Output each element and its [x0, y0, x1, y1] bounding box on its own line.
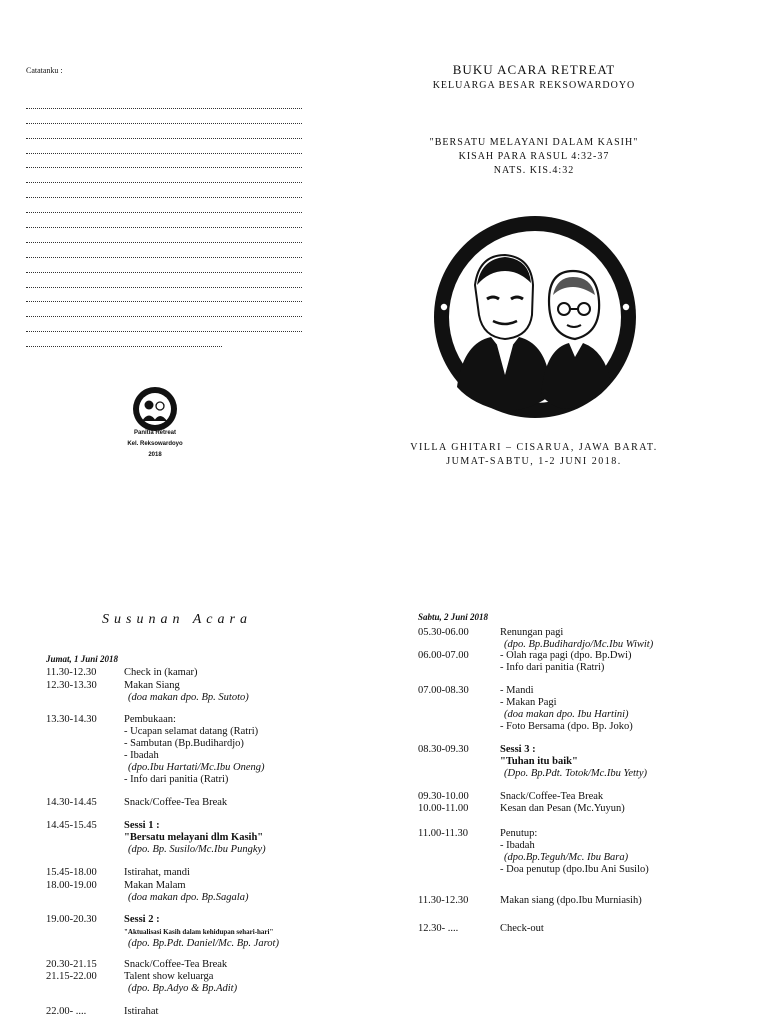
activity-line: Snack/Coffee-Tea Break [124, 959, 228, 970]
schedule-row [418, 923, 544, 935]
activity-line: Makan Siang [124, 680, 180, 691]
schedule-activity [124, 880, 248, 904]
notes-title: Catatanku : [26, 66, 63, 75]
schedule-activity [500, 803, 625, 815]
activity-line: Renungan pagi [500, 627, 564, 638]
activity-line: Sessi 1 : [124, 820, 160, 831]
schedule-row [46, 959, 227, 971]
activity-line: (dpo.Ibu Hartati/Mc.Ibu Oneng) [128, 762, 265, 773]
schedule-time: 06.00-07.00 [418, 650, 469, 661]
schedule-activity [500, 791, 603, 803]
schedule-activity [124, 797, 227, 809]
activity-line: (Dpo. Bp.Pdt. Totok/Mc.Ibu Yetty) [504, 768, 648, 779]
schedule-time: 14.45-15.45 [46, 820, 97, 831]
schedule-row [418, 803, 625, 815]
note-line [26, 288, 302, 303]
motto-block [384, 136, 684, 178]
note-line [26, 109, 302, 124]
schedule-time: 20.30-21.15 [46, 959, 97, 970]
schedule-time: 08.30-09.30 [418, 744, 469, 755]
activity-line: Snack/Coffee-Tea Break [500, 791, 604, 802]
schedule-activity [124, 971, 237, 995]
cover-subtitle: KELUARGA BESAR REKSOWARDOYO [432, 80, 636, 91]
activity-line: (dpo.Bp.Teguh/Mc. Ibu Bara) [504, 852, 629, 863]
activity-line: Check-out [500, 923, 544, 934]
schedule-activity [500, 650, 632, 674]
activity-line: (dpo. Bp. Susilo/Mc.Ibu Pungky) [128, 844, 266, 855]
activity-line: Pembukaan: [124, 714, 176, 725]
note-line [26, 302, 302, 317]
schedule-activity [500, 685, 633, 733]
note-line [26, 228, 302, 243]
family-portrait-logo [433, 215, 637, 419]
venue-block [384, 441, 684, 469]
note-line [26, 139, 302, 154]
schedule-time: 12.30-13.30 [46, 680, 97, 691]
schedule-row [46, 714, 264, 786]
schedule-time: 19.00-20.30 [46, 914, 97, 925]
note-line [26, 183, 302, 198]
schedule-time: 18.00-19.00 [46, 880, 97, 891]
schedule-row [418, 650, 632, 674]
activity-line: - Mandi [500, 685, 534, 696]
activity-line: "Aktualisasi Kasih dalam kehidupan sehari-hari" [124, 928, 274, 936]
committee-line: Panitia Retreat [133, 430, 176, 436]
note-line [26, 332, 222, 347]
note-line [26, 124, 302, 139]
activity-line: - Ibadah [500, 840, 535, 851]
schedule-time: 15.45-18.00 [46, 867, 97, 878]
activity-line: Talent show keluarga [124, 971, 214, 982]
schedule-time: 22.00- .... [46, 1006, 87, 1017]
schedule-activity [124, 680, 249, 704]
schedule-activity [124, 1006, 158, 1018]
activity-line: - Foto Bersama (dpo. Bp. Joko) [500, 721, 633, 732]
activity-line: (doa makan dpo. Bp. Sutoto) [128, 692, 249, 703]
schedule-activity [500, 828, 649, 876]
schedule-activity [124, 959, 227, 971]
schedule-row [418, 685, 633, 733]
activity-line: - Doa penutup (dpo.Ibu Ani Susilo) [500, 864, 649, 875]
portrait-icon [136, 390, 174, 428]
schedule-time: 21.15-22.00 [46, 971, 97, 982]
activity-line: - Ibadah [124, 750, 159, 761]
note-line [26, 168, 302, 183]
schedule-title: Susunan Acara [102, 612, 252, 627]
activity-line: Sessi 2 : [124, 914, 160, 925]
activity-line: - Ucapan selamat datang (Ratri) [124, 726, 259, 737]
day2-heading: Sabtu, 2 Juni 2018 [418, 612, 489, 622]
family-portrait-logo-small [133, 387, 177, 431]
schedule-row [46, 914, 279, 950]
note-line [26, 213, 302, 228]
schedule-activity [124, 667, 197, 679]
activity-line: (doa makan dpo. Ibu Hartini) [504, 709, 629, 720]
schedule-row [46, 867, 190, 879]
schedule-row [46, 680, 249, 704]
schedule-activity [500, 744, 647, 780]
schedule-time: 07.00-08.30 [418, 685, 469, 696]
schedule-row [418, 895, 642, 907]
activity-line: "Bersatu melayani dlm Kasih" [124, 832, 264, 843]
committee-credit [95, 428, 215, 461]
note-line [26, 94, 302, 109]
activity-line: - Info dari panitia (Ratri) [124, 774, 229, 785]
activity-line: Istirahat, mandi [124, 867, 190, 878]
notes-lines [26, 94, 302, 347]
schedule-time: 09.30-10.00 [418, 791, 469, 802]
day1-heading: Jumat, 1 Juni 2018 [46, 654, 119, 664]
activity-line: (dpo. Bp.Adyo & Bp.Adit) [128, 983, 238, 994]
schedule-row [46, 880, 248, 904]
note-line [26, 273, 302, 288]
activity-line: - Olah raga pagi (dpo. Bp.Dwi) [500, 650, 632, 661]
activity-line: Snack/Coffee-Tea Break [124, 797, 228, 808]
schedule-activity [124, 820, 266, 856]
schedule-time: 12.30- .... [418, 923, 459, 934]
schedule-time: 05.30-06.00 [418, 627, 469, 638]
schedule-time: 14.30-14.45 [46, 797, 97, 808]
activity-line: - Sambutan (Bp.Budihardjo) [124, 738, 244, 749]
schedule-time: 10.00-11.00 [418, 803, 469, 814]
activity-line: (doa makan dpo. Bp.Sagala) [128, 892, 249, 903]
cover-title-block [388, 62, 680, 91]
activity-line: Penutup: [500, 828, 538, 839]
schedule-row [418, 791, 603, 803]
schedule-activity [500, 923, 544, 935]
committee-line: Kel. Reksowardoyo [127, 441, 183, 447]
schedule-activity [500, 627, 653, 651]
schedule-row [46, 667, 197, 679]
activity-line: Kesan dan Pesan (Mc.Yuyun) [500, 803, 625, 814]
activity-line: Istirahat [124, 1006, 159, 1017]
schedule-time: 13.30-14.30 [46, 714, 97, 725]
schedule-activity [124, 867, 190, 879]
scripture-reading: KISAH PARA RASUL 4:32-37 [458, 151, 610, 162]
activity-line: Check in (kamar) [124, 667, 198, 678]
schedule-row [418, 744, 647, 780]
note-line [26, 154, 302, 169]
note-line [26, 198, 302, 213]
schedule-row [418, 627, 653, 651]
cover-title: BUKU ACARA RETREAT [452, 62, 616, 77]
schedule-activity [124, 914, 279, 950]
schedule-row [46, 971, 237, 995]
schedule-time: 11.00-11.30 [418, 828, 468, 839]
committee-year: 2018 [148, 452, 162, 458]
activity-line: - Makan Pagi [500, 697, 557, 708]
activity-line: (dpo. Bp.Pdt. Daniel/Mc. Bp. Jarot) [128, 938, 279, 949]
event-dates: JUMAT-SABTU, 1-2 JUNI 2018. [446, 456, 622, 467]
venue: VILLA GHITARI – CISARUA, JAWA BARAT. [410, 442, 658, 453]
schedule-row [46, 1006, 158, 1018]
activity-line: Makan Malam [124, 880, 186, 891]
activity-line: (dpo. Bp.Budihardjo/Mc.Ibu Wiwit) [504, 639, 654, 650]
schedule-row [418, 828, 649, 876]
activity-line: "Tuhan itu baik" [500, 756, 578, 767]
note-line [26, 243, 302, 258]
schedule-time: 11.30-12.30 [46, 667, 97, 678]
schedule-row [46, 820, 266, 856]
note-line [26, 317, 302, 332]
schedule-activity [124, 714, 264, 786]
schedule-activity [500, 895, 642, 907]
activity-line: Sessi 3 : [500, 744, 536, 755]
motto: "BERSATU MELAYANI DALAM KASIH" [429, 137, 639, 148]
activity-line: - Info dari panitia (Ratri) [500, 662, 605, 673]
note-line [26, 258, 302, 273]
schedule-time: 11.30-12.30 [418, 895, 469, 906]
schedule-row [46, 797, 227, 809]
activity-line: Makan siang (dpo.Ibu Murniasih) [500, 895, 642, 906]
nats-verse: NATS. KIS.4:32 [493, 165, 575, 176]
